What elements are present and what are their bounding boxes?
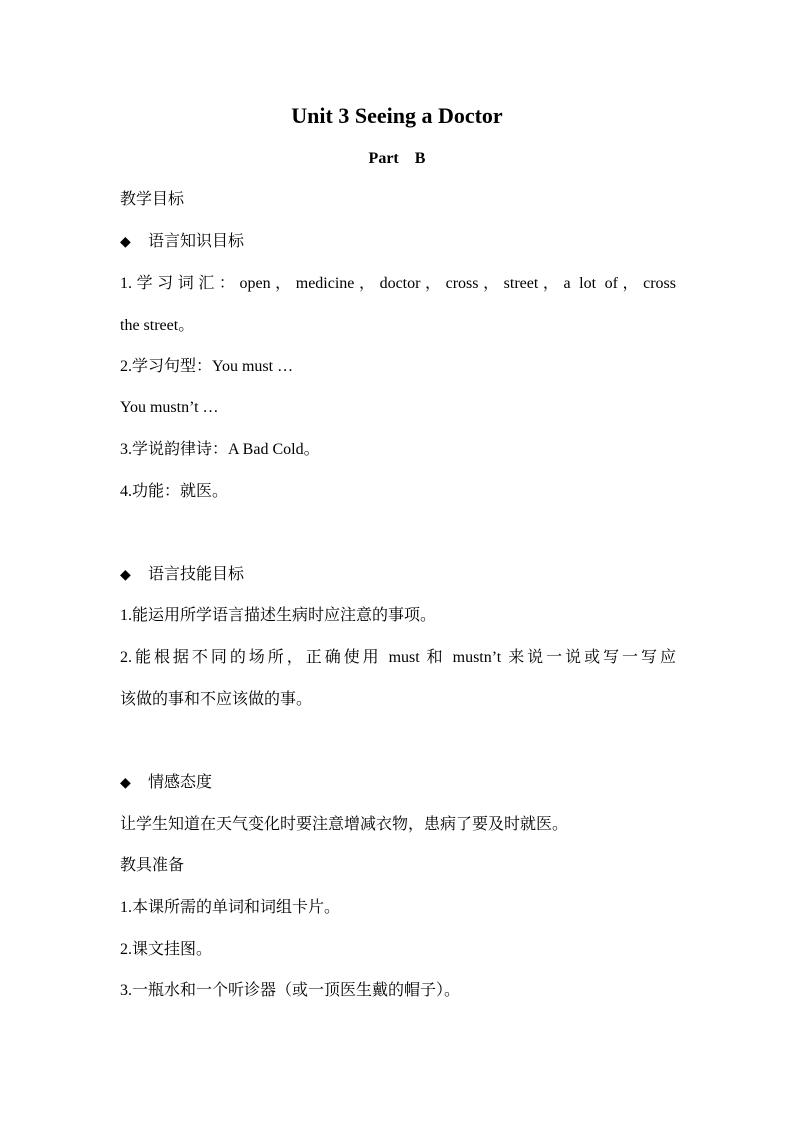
function-line: 4.功能：就医。 [120, 483, 229, 500]
subheading-label: 语言技能目标 [148, 566, 245, 583]
subheading-emotion-attitude [120, 771, 212, 796]
diamond-bullet-icon: ◆ [120, 568, 131, 583]
subheading-label: 情感态度 [148, 774, 213, 791]
diamond-bullet-icon: ◆ [120, 235, 131, 250]
rhyme-line: 3.学说韵律诗：A Bad Cold。 [120, 441, 320, 458]
skill-line-1: 1.能运用所学语言描述生病时应注意的事项。 [120, 607, 437, 624]
aid-line-3: 3.一瓶水和一个听诊器（或一顶医生戴的帽子）。 [120, 982, 461, 999]
section-heading-teaching-aids: 教具准备 [120, 857, 185, 874]
aid-line-2: 2.课文挂图。 [120, 941, 213, 958]
document-subtitle: Part B [368, 150, 426, 167]
document-title: Unit 3 Seeing a Doctor [291, 103, 503, 128]
pattern-line-1: 2.学习句型：You must … [120, 358, 294, 375]
vocab-line-2: the street。 [120, 317, 195, 334]
aid-line-1: 1.本课所需的单词和词组卡片。 [120, 899, 341, 916]
pattern-line-2: You mustn’t … [120, 399, 219, 416]
section-heading-teaching-goals: 教学目标 [120, 191, 185, 208]
subheading-language-knowledge [120, 230, 244, 255]
skill-line-2b: 该做的事和不应该做的事。 [120, 691, 313, 708]
skill-line-2a: 2.能根据不同的场所，正确使用 must 和 mustn’t 来说一说或写一写应 [120, 649, 676, 666]
subheading-label: 语言知识目标 [148, 233, 245, 250]
vocab-line-1: 1.学习词汇：open，medicine，doctor，cross，street，a lot of，cross [120, 275, 676, 292]
diamond-bullet-icon: ◆ [120, 776, 131, 791]
emotion-text: 让学生知道在天气变化时要注意增减衣物，患病了要及时就医。 [120, 816, 569, 833]
subheading-language-skill [120, 563, 244, 588]
